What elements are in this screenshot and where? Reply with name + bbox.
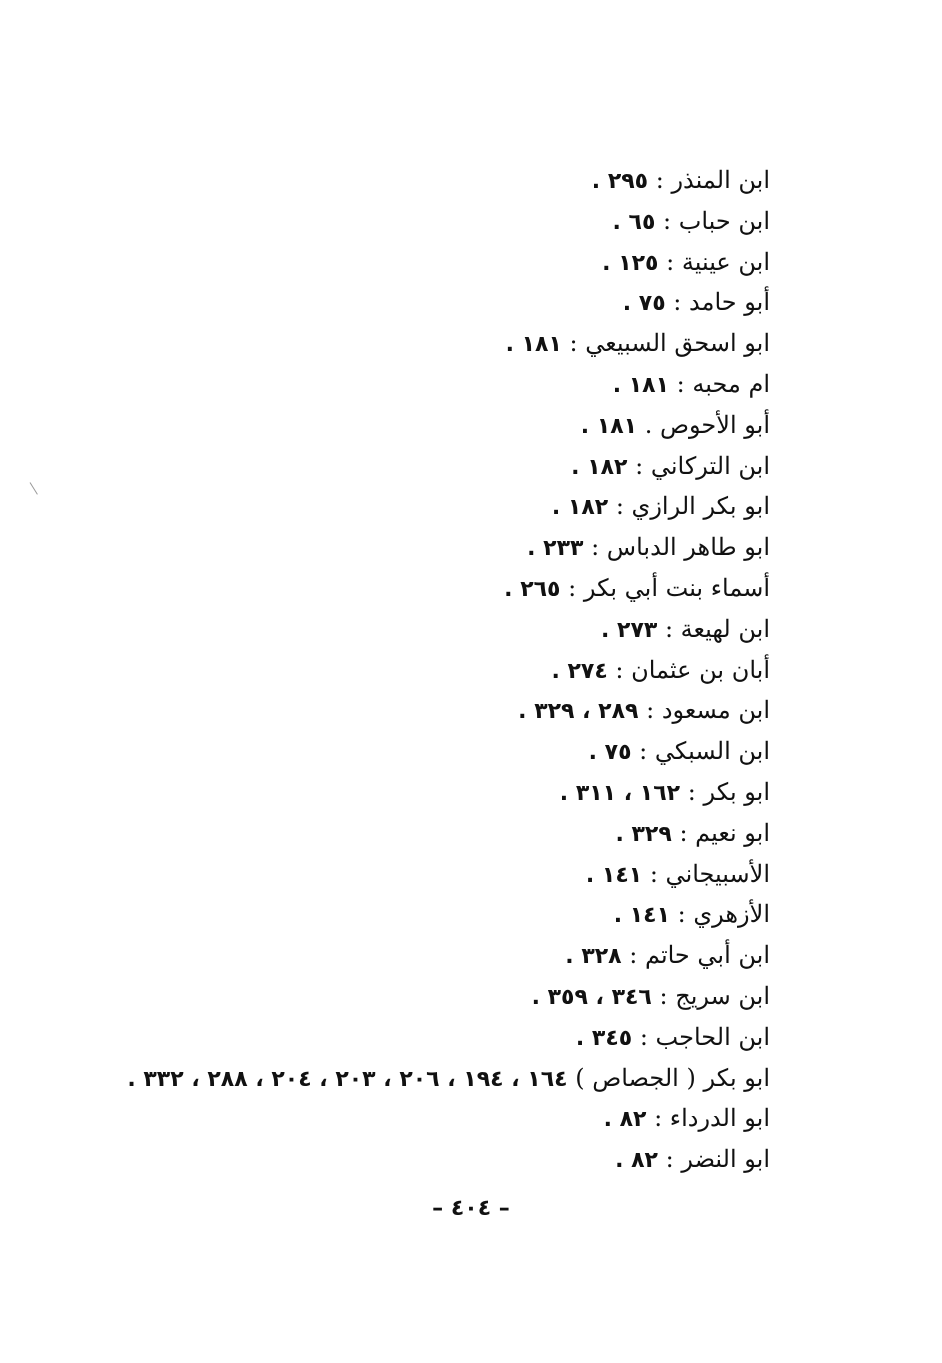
entry-name: ابن سريج :: [659, 981, 770, 1010]
entry-pages: ١٨٢ .: [551, 495, 609, 521]
entry-name: الأزهري :: [677, 900, 770, 929]
index-entry: [130, 1017, 770, 1058]
index-entry: [130, 772, 770, 813]
entry-pages: ٧٥ .: [588, 740, 632, 766]
index-entry: [130, 690, 770, 731]
entry-pages: ٣٤٦ ، ٣٥٩ .: [531, 984, 652, 1010]
index-entry: [130, 201, 770, 242]
entry-name: ابن أبي حاتم :: [629, 941, 770, 970]
index-entry: [130, 609, 770, 650]
index-entry: [130, 650, 770, 691]
page-number: – ٤٠٤ –: [432, 1196, 510, 1221]
index-entry: [130, 486, 770, 527]
index-entry: [130, 894, 770, 935]
index-entry: [130, 160, 770, 201]
index-entry: [127, 1058, 770, 1099]
entry-pages: ١٤١ .: [613, 903, 671, 929]
entry-pages: ٢٨٩ ، ٣٢٩ .: [518, 699, 639, 725]
index-entry: [130, 935, 770, 976]
entry-pages: ٣٢٩ .: [615, 821, 672, 847]
entry-name: الأسبيجاني :: [649, 859, 770, 888]
index-entry: [130, 1098, 770, 1139]
entry-name: ابن التركاني :: [635, 451, 770, 480]
index-entry: [130, 1139, 770, 1180]
index-entry: [130, 976, 770, 1017]
index-entry: [130, 364, 770, 405]
index-entry: [130, 527, 770, 568]
entry-name: ابن الحاجب :: [639, 1022, 770, 1051]
entry-pages: ٨٢ .: [615, 1148, 658, 1174]
name-index-list: [127, 160, 770, 1180]
entry-name: ابو بكر ( الجصاص ): [575, 1063, 770, 1092]
entry-pages: ٣٢٨ .: [565, 944, 622, 970]
entry-pages: ٢٧٤ .: [551, 658, 608, 684]
index-entry: [130, 405, 770, 446]
entry-pages: ١٦٢ ، ٣١١ .: [559, 780, 681, 806]
entry-pages: ٧٥ .: [622, 291, 666, 317]
index-entry: [130, 568, 770, 609]
scan-mark: [30, 482, 38, 494]
entry-name: أبو حامد :: [673, 288, 770, 317]
entry-pages: ١٢٥ .: [602, 250, 659, 276]
entry-pages: ٨٢ .: [603, 1107, 647, 1133]
entry-name: أبو الأحوص .: [644, 410, 770, 439]
entry-name: أبان بن عثمان :: [615, 655, 770, 684]
entry-pages: ٢٣٣ .: [527, 536, 584, 562]
entry-name: ابن مسعود :: [646, 696, 770, 725]
entry-name: ابن عينية :: [666, 247, 770, 276]
entry-name: ابو اسحق السبيعي :: [569, 329, 770, 358]
entry-name: ام محبه :: [676, 369, 770, 398]
index-entry: [130, 242, 770, 283]
entry-pages: ٦٥ .: [612, 209, 656, 235]
entry-pages: ١٦٤ ، ١٩٤ ، ٢٠٦ ، ٢٠٣ ، ٢٠٤ ، ٢٨٨ ، ٣٣٢ .: [127, 1066, 568, 1092]
entry-pages: ١٨٢ .: [571, 454, 628, 480]
index-entry: [130, 854, 770, 895]
entry-pages: ١٨١ .: [505, 332, 562, 358]
index-entry: [130, 813, 770, 854]
entry-pages: ١٨١ .: [580, 413, 638, 439]
index-entry: [130, 323, 770, 364]
entry-name: ابو الدرداء :: [654, 1104, 770, 1133]
index-entry: [130, 731, 770, 772]
entry-name: ابو بكر :: [687, 777, 770, 806]
entry-name: ابن حباب :: [663, 206, 770, 235]
entry-pages: ١٨١ .: [612, 372, 670, 398]
entry-name: ابو بكر الرازي :: [615, 492, 770, 521]
entry-name: ابن المنذر :: [655, 166, 770, 194]
entry-name: ابو النضر :: [665, 1145, 770, 1174]
entry-name: ابن السبكي :: [639, 737, 770, 766]
entry-name: ابو طاهر الدباس :: [591, 533, 770, 562]
entry-name: أسماء بنت أبي بكر :: [568, 573, 770, 602]
entry-pages: ٢٩٥ .: [591, 169, 649, 194]
index-entry: [130, 282, 770, 323]
entry-pages: ٢٦٥ .: [504, 576, 561, 602]
entry-pages: ٣٤٥ .: [575, 1025, 633, 1051]
entry-pages: ١٤١ .: [585, 862, 643, 888]
entry-pages: ٢٧٣ .: [601, 617, 658, 643]
entry-name: ابن لهيعة :: [664, 614, 770, 643]
entry-name: ابو نعيم :: [679, 818, 770, 847]
index-entry: [130, 446, 770, 487]
